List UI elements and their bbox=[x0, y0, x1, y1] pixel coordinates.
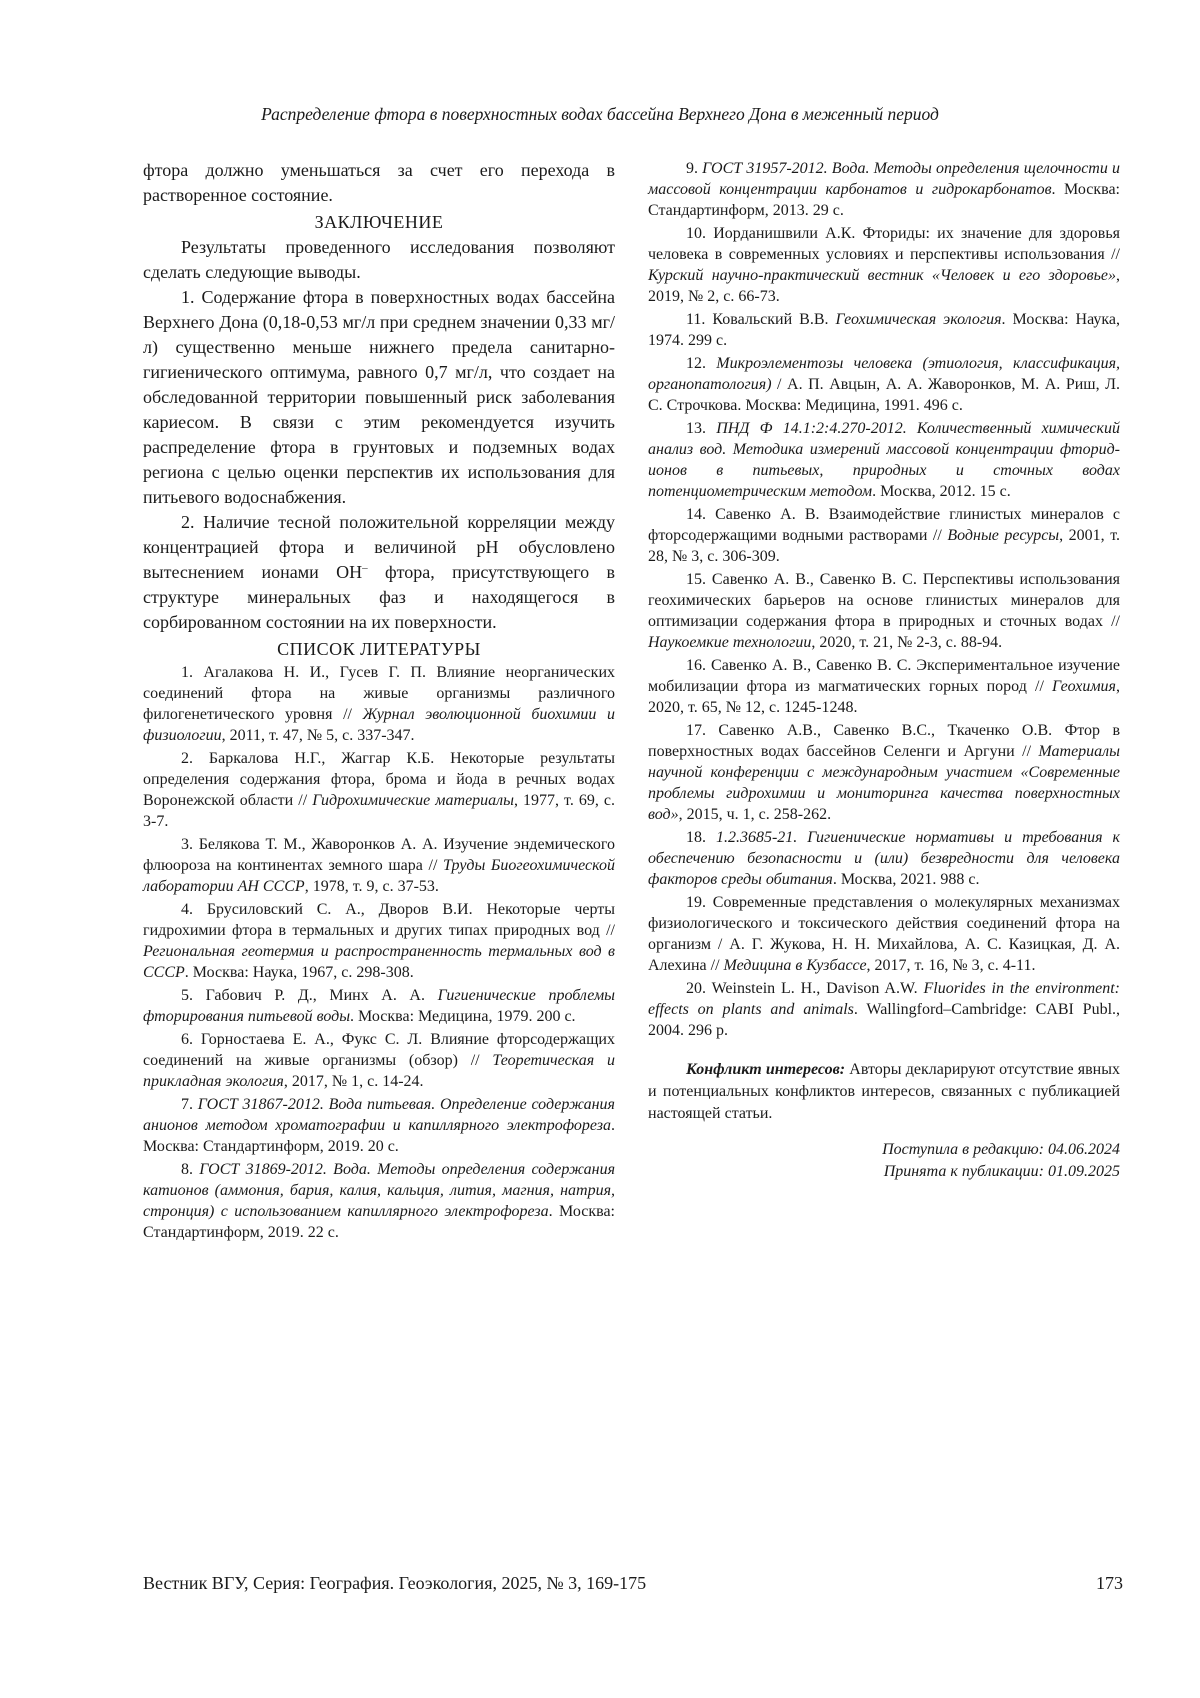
ref-text: 13. bbox=[686, 420, 717, 437]
ref-details: . Москва: Наука, 1974. 299 с. bbox=[648, 311, 1120, 349]
conflict-label: Конфликт интересов: bbox=[686, 1061, 846, 1078]
reference-15 bbox=[648, 569, 1120, 653]
right-column bbox=[648, 158, 1120, 1183]
ref-source: Курский научно-практический вестник «Человек и его здоровье» bbox=[648, 267, 1116, 284]
conflict-text: Авторы декларируют отсутствие явных и потенциальных конфликтов интересов, связанных с публикацией настоящей статьи. bbox=[648, 1061, 1120, 1122]
references-heading: СПИСОК ЛИТЕРАТУРЫ bbox=[277, 639, 481, 659]
ref-source: Наукоемкие технологии bbox=[648, 634, 812, 651]
ref-source: Fluorides in the environment: effects on plants and animals bbox=[648, 980, 1120, 1018]
left-column bbox=[143, 158, 615, 1245]
ref-details: , 2020, т. 65, № 12, с. 1245-1248. bbox=[648, 678, 1120, 716]
ref-details: . Москва, 2012. 15 с. bbox=[872, 483, 1011, 500]
ref-details: . Москва: Стандартинформ, 2013. 29 с. bbox=[648, 181, 1121, 219]
ref-details: . Москва: Стандартинформ, 2019. 22 с. bbox=[143, 1203, 615, 1241]
ref-text: 10. Иорданишвили А.К. Фториды: их значение для здоровья человека в современных условиях и перспективы использования // bbox=[648, 225, 1120, 263]
ref-text: 2. Баркалова Н.Г., Жаггар К.Б. Некоторые результаты определения содержания фтора, брома и йода в речных водах Воронежской области // bbox=[143, 750, 615, 809]
ref-source: ГОСТ 31867-2012. Вода питьевая. Определение содержания анионов методом хроматографии и капиллярного электрофореза bbox=[143, 1096, 615, 1134]
reference-12 bbox=[648, 353, 1120, 416]
ref-source: Журнал эволюционной биохимии и физиологии bbox=[143, 706, 616, 744]
ref-source: Геохимическая экология bbox=[835, 311, 1002, 328]
ref-text: 18. bbox=[686, 829, 716, 846]
ref-details: . Москва: Стандартинформ, 2019. 20 с. bbox=[143, 1117, 615, 1155]
reference-20 bbox=[648, 978, 1120, 1041]
reference-13 bbox=[648, 418, 1120, 502]
ref-source: Микроэлементозы человека (этиология, классификация, органопатология) bbox=[648, 355, 1121, 393]
ref-details: , 2020, т. 21, № 2-3, с. 88-94. bbox=[811, 634, 1003, 651]
ref-source: Труды Биогеохимической лаборатории АН СССР bbox=[143, 857, 615, 895]
received-date: Поступила в редакцию: 04.06.2024 bbox=[882, 1141, 1120, 1158]
reference-11 bbox=[648, 309, 1120, 351]
reference-16 bbox=[648, 655, 1120, 718]
ref-source: Геохимия bbox=[1052, 678, 1116, 695]
ref-source: ГОСТ 31957-2012. Вода. Методы определения щелочности и массовой концентрации карбонатов и гидрокарбонатов bbox=[648, 160, 1121, 198]
ref-details: . Wallingford–Cambridge: CABI Publ., 2004. 296 p. bbox=[648, 1001, 1121, 1039]
conclusion-heading: ЗАКЛЮЧЕНИЕ bbox=[314, 212, 444, 232]
ref-details: , 2015, ч. 1, с. 258-262. bbox=[678, 806, 832, 823]
ref-source: Водные ресурсы bbox=[947, 527, 1060, 544]
ref-text: 7. bbox=[181, 1096, 198, 1113]
ref-text: 20. Weinstein L. H., Davison A.W. bbox=[686, 980, 924, 997]
intro-paragraph: фтора должно уменьшаться за счет его перехода в растворенное состояние. bbox=[143, 160, 615, 205]
ref-source: ПНД Ф 14.1:2:4.270-2012. Количественный химический анализ вод. Методика измерений массовой концентрации фторид-ионов в питьевых, природных и сточных водах потенциометрическим методом bbox=[648, 420, 1121, 500]
reference-3 bbox=[143, 834, 615, 897]
reference-14 bbox=[648, 504, 1120, 567]
ref-details: . Москва: Медицина, 1979. 200 с. bbox=[350, 1008, 576, 1025]
reference-9 bbox=[648, 158, 1120, 221]
reference-10 bbox=[648, 223, 1120, 307]
reference-8 bbox=[143, 1159, 615, 1243]
conclusion-item-2 bbox=[143, 510, 615, 635]
ref-source: 1.2.3685-21. Гигиенические нормативы и требования к обеспечению безопасности и (или) безвредности для человека факторов среды обитания bbox=[648, 829, 1120, 888]
conclusion-item-2-part-b: фтора, присутствующего в структуре минеральных фаз и находящегося в сорбированном состоянии на их поверхности. bbox=[143, 562, 616, 632]
ref-details: . Москва: Наука, 1967, с. 298-308. bbox=[184, 964, 414, 981]
ref-details: , 2001, т. 28, № 3, с. 306-309. bbox=[648, 527, 1121, 565]
reference-19 bbox=[648, 892, 1120, 976]
ref-source: Материалы научной конференции с международным участием «Современные проблемы гидрохимии и мониторинга качества поверхностных вод» bbox=[648, 743, 1120, 823]
reference-4 bbox=[143, 899, 615, 983]
conclusion-item-1: 1. Содержание фтора в поверхностных водах бассейна Верхнего Дона (0,18-0,53 мг/л при среднем значении 0,33 мг/л) существенно меньше нижнего предела санитарно-гигиенического оптимума, равного 0,7 мг/л, что создает на обследованной территории повышенный риск заболевания кариесом. В связи с этим рекомендуется изучить распределение фтора в грунтовых и подземных водах региона с целью оценки перспектив их использования для питьевого водоснабжения. bbox=[143, 287, 615, 507]
running-head: Распределение фтора в поверхностных водах бассейна Верхнего Дона в меженный период bbox=[261, 104, 939, 124]
ref-source: Региональная геотермия и распространенность термальных вод в СССР bbox=[143, 943, 615, 981]
ref-text: 6. Горностаева Е. А., Фукс С. Л. Влияние фторсодержащих соединений на живые организмы (обзор) // bbox=[143, 1031, 615, 1069]
ref-text: 16. Савенко А. В., Савенко В. С. Экспериментальное изучение мобилизации фтора из магматических горных пород // bbox=[648, 657, 1120, 695]
conflict-of-interest bbox=[648, 1059, 1120, 1125]
reference-6 bbox=[143, 1029, 615, 1092]
ref-details: , 2017, т. 16, № 3, с. 4-11. bbox=[866, 957, 1036, 974]
ref-text: 14. Савенко А. В. Взаимодействие глинистых минералов с фторсодержащими водными растворами // bbox=[648, 506, 1120, 544]
ref-details: , 2017, № 1, с. 14-24. bbox=[283, 1073, 424, 1090]
ref-text: 17. Савенко А.В., Савенко В.С., Ткаченко О.В. Фтор в поверхностных водах бассейнов Селенги и Аргуни // bbox=[648, 722, 1120, 760]
ref-text: 12. bbox=[686, 355, 717, 372]
ref-source: ГОСТ 31869-2012. Вода. Методы определения содержания катионов (аммония, бария, калия, кальция, лития, магния, натрия, стронция) с использованием капиллярного электрофореза bbox=[143, 1161, 616, 1220]
reference-1 bbox=[143, 662, 615, 746]
reference-5 bbox=[143, 985, 615, 1027]
reference-18 bbox=[648, 827, 1120, 890]
ref-text: 9. bbox=[686, 160, 703, 177]
page-number: 173 bbox=[1096, 1573, 1123, 1593]
ref-source: Гидрохимические материалы bbox=[312, 792, 514, 809]
publication-dates bbox=[648, 1139, 1120, 1183]
ref-details: , 2019, № 2, с. 66-73. bbox=[648, 267, 1120, 305]
reference-7 bbox=[143, 1094, 615, 1157]
ref-details: , 1978, т. 9, с. 37-53. bbox=[304, 878, 439, 895]
ref-text: 8. bbox=[181, 1161, 200, 1178]
ref-text: 15. Савенко А. В., Савенко В. С. Перспективы использования геохимических барьеров на основе глинистых минералов для оптимизации содержания фтора в природных и сточных водах // bbox=[648, 571, 1120, 630]
ref-text: 4. Брусиловский С. А., Дворов В.И. Некоторые черты гидрохимии фтора в термальных и других типах природных вод // bbox=[143, 901, 615, 939]
ref-text: 11. Ковальский В.В. bbox=[686, 311, 836, 328]
conclusion-lead: Результаты проведенного исследования позволяют сделать следующие выводы. bbox=[143, 237, 615, 282]
accepted-date: Принята к публикации: 01.09.2025 bbox=[883, 1163, 1120, 1180]
ref-text: 5. Габович Р. Д., Минх А. А. bbox=[181, 987, 438, 1004]
ref-text: 3. Белякова Т. М., Жаворонков А. А. Изучение эндемического флюороза на континентах земного шара // bbox=[143, 836, 615, 874]
reference-2 bbox=[143, 748, 615, 832]
ref-source: Гигиенические проблемы фторирования питьевой воды bbox=[143, 987, 616, 1025]
ref-details: , 1977, т. 69, с. 3-7. bbox=[143, 792, 615, 830]
reference-17 bbox=[648, 720, 1120, 825]
ref-source: Теоретическая и прикладная экология bbox=[143, 1052, 615, 1090]
conclusion-item-2-part-a: 2. Наличие тесной положительной корреляции между концентрацией фтора и величиной pH обусловлено вытеснением ионами OH bbox=[143, 512, 615, 582]
ref-details: . Москва, 2021. 988 с. bbox=[832, 871, 980, 888]
ref-details: / А. П. Авцын, А. А. Жаворонков, М. А. Риш, Л. С. Строчкова. Москва: Медицина, 1991. 496 с. bbox=[648, 376, 1120, 414]
superscript-minus: – bbox=[362, 562, 368, 574]
journal-footer: Вестник ВГУ, Серия: География. Геоэкология, 2025, № 3, 169-175 bbox=[143, 1573, 647, 1593]
ref-text: 1. Агалакова Н. И., Гусев Г. П. Влияние неорганических соединений фтора на живые организмы различного филогенетического уровня // bbox=[143, 664, 615, 723]
ref-details: , 2011, т. 47, № 5, с. 337-347. bbox=[221, 727, 415, 744]
ref-text: 19. Современные представления о молекулярных механизмах физиологического и токсического действия соединений фтора на организм / А. Г. Жукова, Н. Н. Михайлова, А. С. Казицкая, Д. А. Алехина // bbox=[648, 894, 1120, 974]
ref-source: Медицина в Кузбассе bbox=[723, 957, 867, 974]
